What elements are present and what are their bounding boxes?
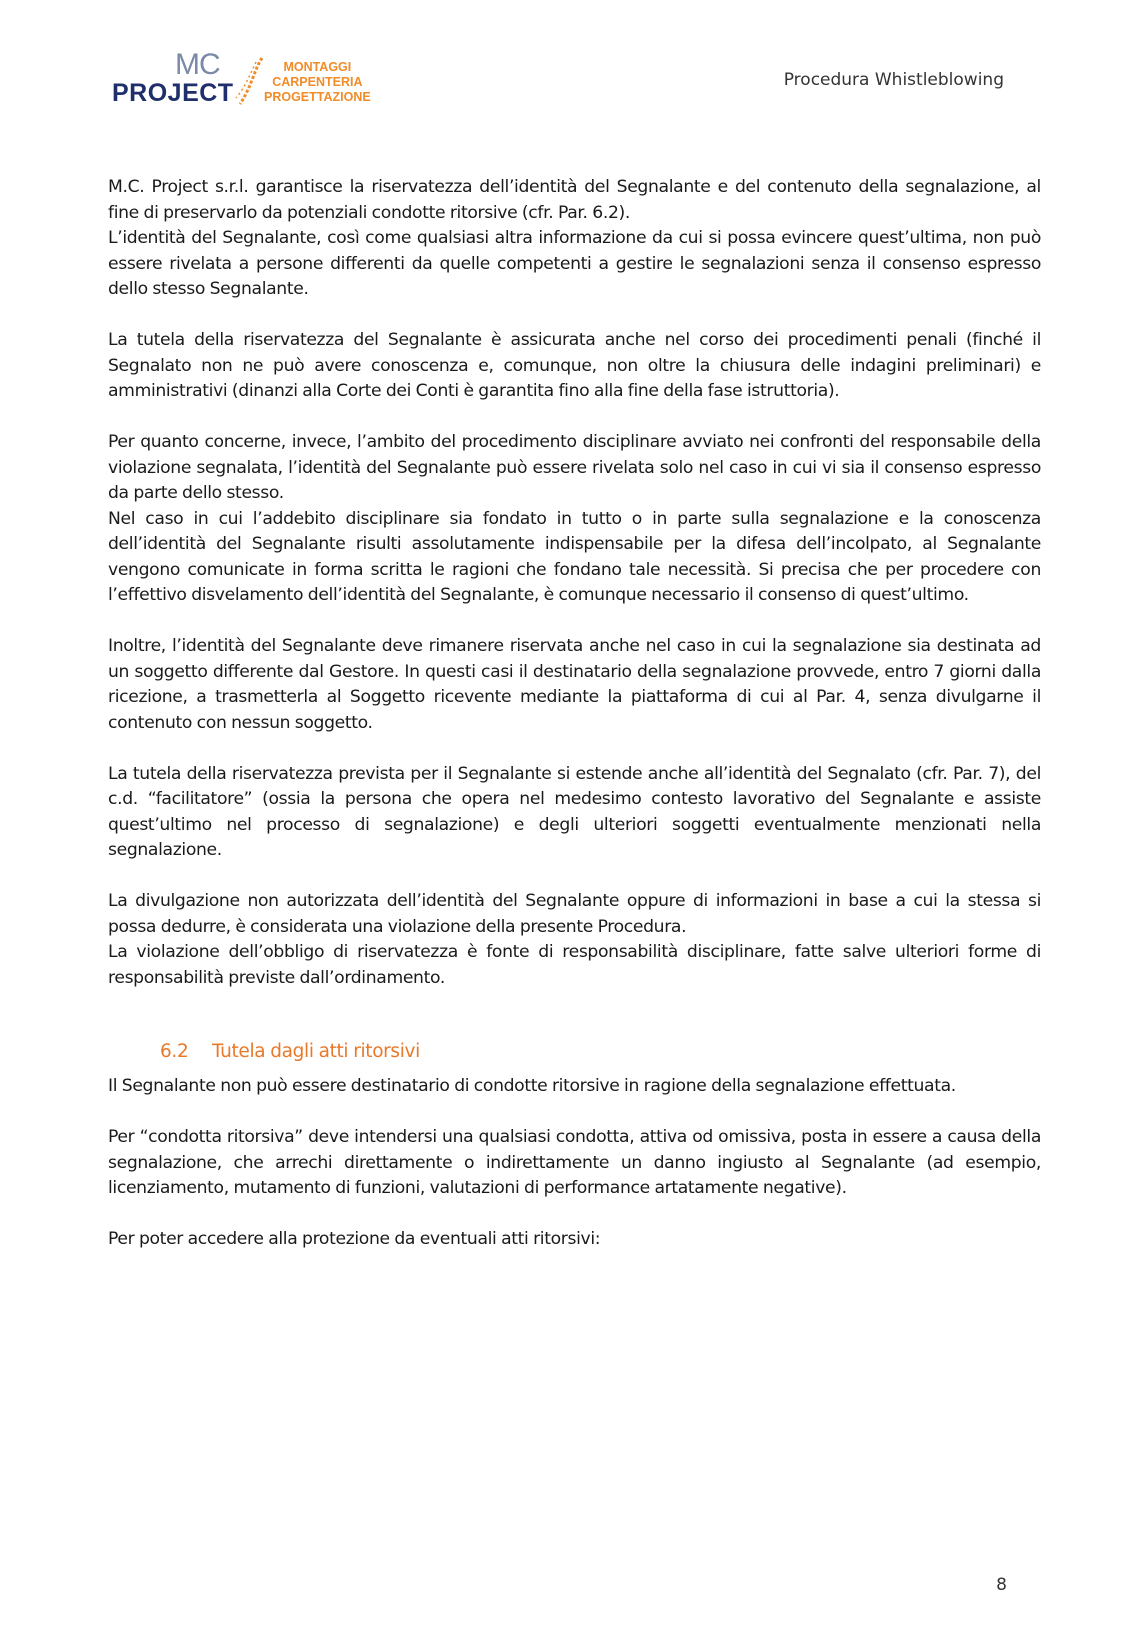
paragraph: La tutela della riservatezza del Segnalante è assicurata anche nel corso dei procedimenti penali (finché il Segnalato non ne può avere conoscenza e, comunque, non oltre la chiusura delle indagini preliminari) e amministrativi (dinanzi alla Corte dei Conti è garantita fino alla fine della fase istruttoria).	[108, 330, 1041, 401]
logo-line-3: PROGETTAZIONE	[264, 90, 371, 104]
paragraph: Per quanto concerne, invece, l’ambito del procedimento disciplinare avviato nei confronti del responsabile della violazione segnalata, l’identità del Segnalante può essere rivelata solo nel caso in cui vi sia il consenso espresso da parte dello stesso.	[108, 432, 1041, 503]
page-content	[108, 175, 1041, 1253]
section-number: 6.2	[160, 1041, 189, 1062]
page-header	[0, 0, 1142, 130]
paragraph: La divulgazione non autorizzata dell’identità del Segnalante oppure di informazioni in base a cui la stessa si possa dedurre, è considerata una violazione della presente Procedura.	[108, 891, 1041, 937]
logo-line-1: MONTAGGI	[283, 60, 352, 74]
paragraph: Inoltre, l’identità del Segnalante deve rimanere riservata anche nel caso in cui la segnalazione sia destinata ad un soggetto differente dal Gestore. In questi casi il destinatario della segnalazione provvede, entro 7 giorni dalla ricezione, a trasmetterla al Soggetto ricevente mediante la piattaforma di cui al Par. 4, senza divulgarne il contenuto con nessun soggetto.	[108, 636, 1041, 733]
paragraph: La violazione dell’obbligo di riservatezza è fonte di responsabilità disciplinare, fatte salve ulteriori forme di responsabilità previste dall’ordinamento.	[108, 942, 1041, 988]
paragraph: Per “condotta ritorsiva” deve intendersi una qualsiasi condotta, attiva od omissiva, posta in essere a causa della segnalazione, che arrechi direttamente o indirettamente un danno ingiusto al Segnalante (ad esempio, licenziamento, mutamento di funzioni, valutazioni di performance artatamente negative).	[108, 1127, 1041, 1198]
logo-swoosh-icon	[232, 56, 268, 108]
section-heading	[160, 1039, 1041, 1065]
paragraph: L’identità del Segnalante, così come qualsiasi altra informazione da cui si possa evincere quest’ultima, non può essere rivelata a persone differenti da quelle competenti a gestire le segnalazioni senza il consenso espresso dello stesso Segnalante.	[108, 228, 1041, 299]
paragraph: Per poter accedere alla protezione da eventuali atti ritorsivi:	[108, 1229, 601, 1249]
company-logo	[112, 48, 382, 112]
paragraph: La tutela della riservatezza prevista per il Segnalante si estende anche all’identità del Segnalato (cfr. Par. 7), del c.d. “facilitatore” (ossia la persona che opera nel medesimo contesto lavorativo del Segnalante e assiste quest’ultimo nel processo di segnalazione) e degli ulteriori soggetti eventualmente menzionati nella segnalazione.	[108, 763, 1041, 860]
logo-line-2: CARPENTERIA	[272, 75, 363, 89]
logo-mc-text: MC	[175, 48, 220, 81]
section-title: Tutela dagli atti ritorsivi	[212, 1041, 420, 1062]
document-title: Procedura Whistleblowing	[783, 70, 1004, 90]
paragraph: M.C. Project s.r.l. garantisce la riservatezza dell’identità del Segnalante e del contenuto della segnalazione, al fine di preservarlo da potenziali condotte ritorsive (cfr. Par. 6.2).	[108, 177, 1041, 223]
paragraph: Nel caso in cui l’addebito disciplinare sia fondato in tutto o in parte sulla segnalazione e la conoscenza dell’identità del Segnalante risulti assolutamente indispensabile per la difesa dell’incolpato, al Segnalante vengono comunicate in forma scritta le ragioni che fondano tale necessità. Si precisa che per procedere con l’effettivo disvelamento dell’identità del Segnalante, è comunque necessario il consenso di quest’ultimo.	[108, 508, 1041, 605]
page-number: 8	[996, 1575, 1007, 1595]
logo-project-text: PROJECT	[112, 79, 234, 107]
logo-tagline	[264, 60, 371, 105]
paragraph: Il Segnalante non può essere destinatario di condotte ritorsive in ragione della segnalazione effettuata.	[108, 1076, 956, 1096]
